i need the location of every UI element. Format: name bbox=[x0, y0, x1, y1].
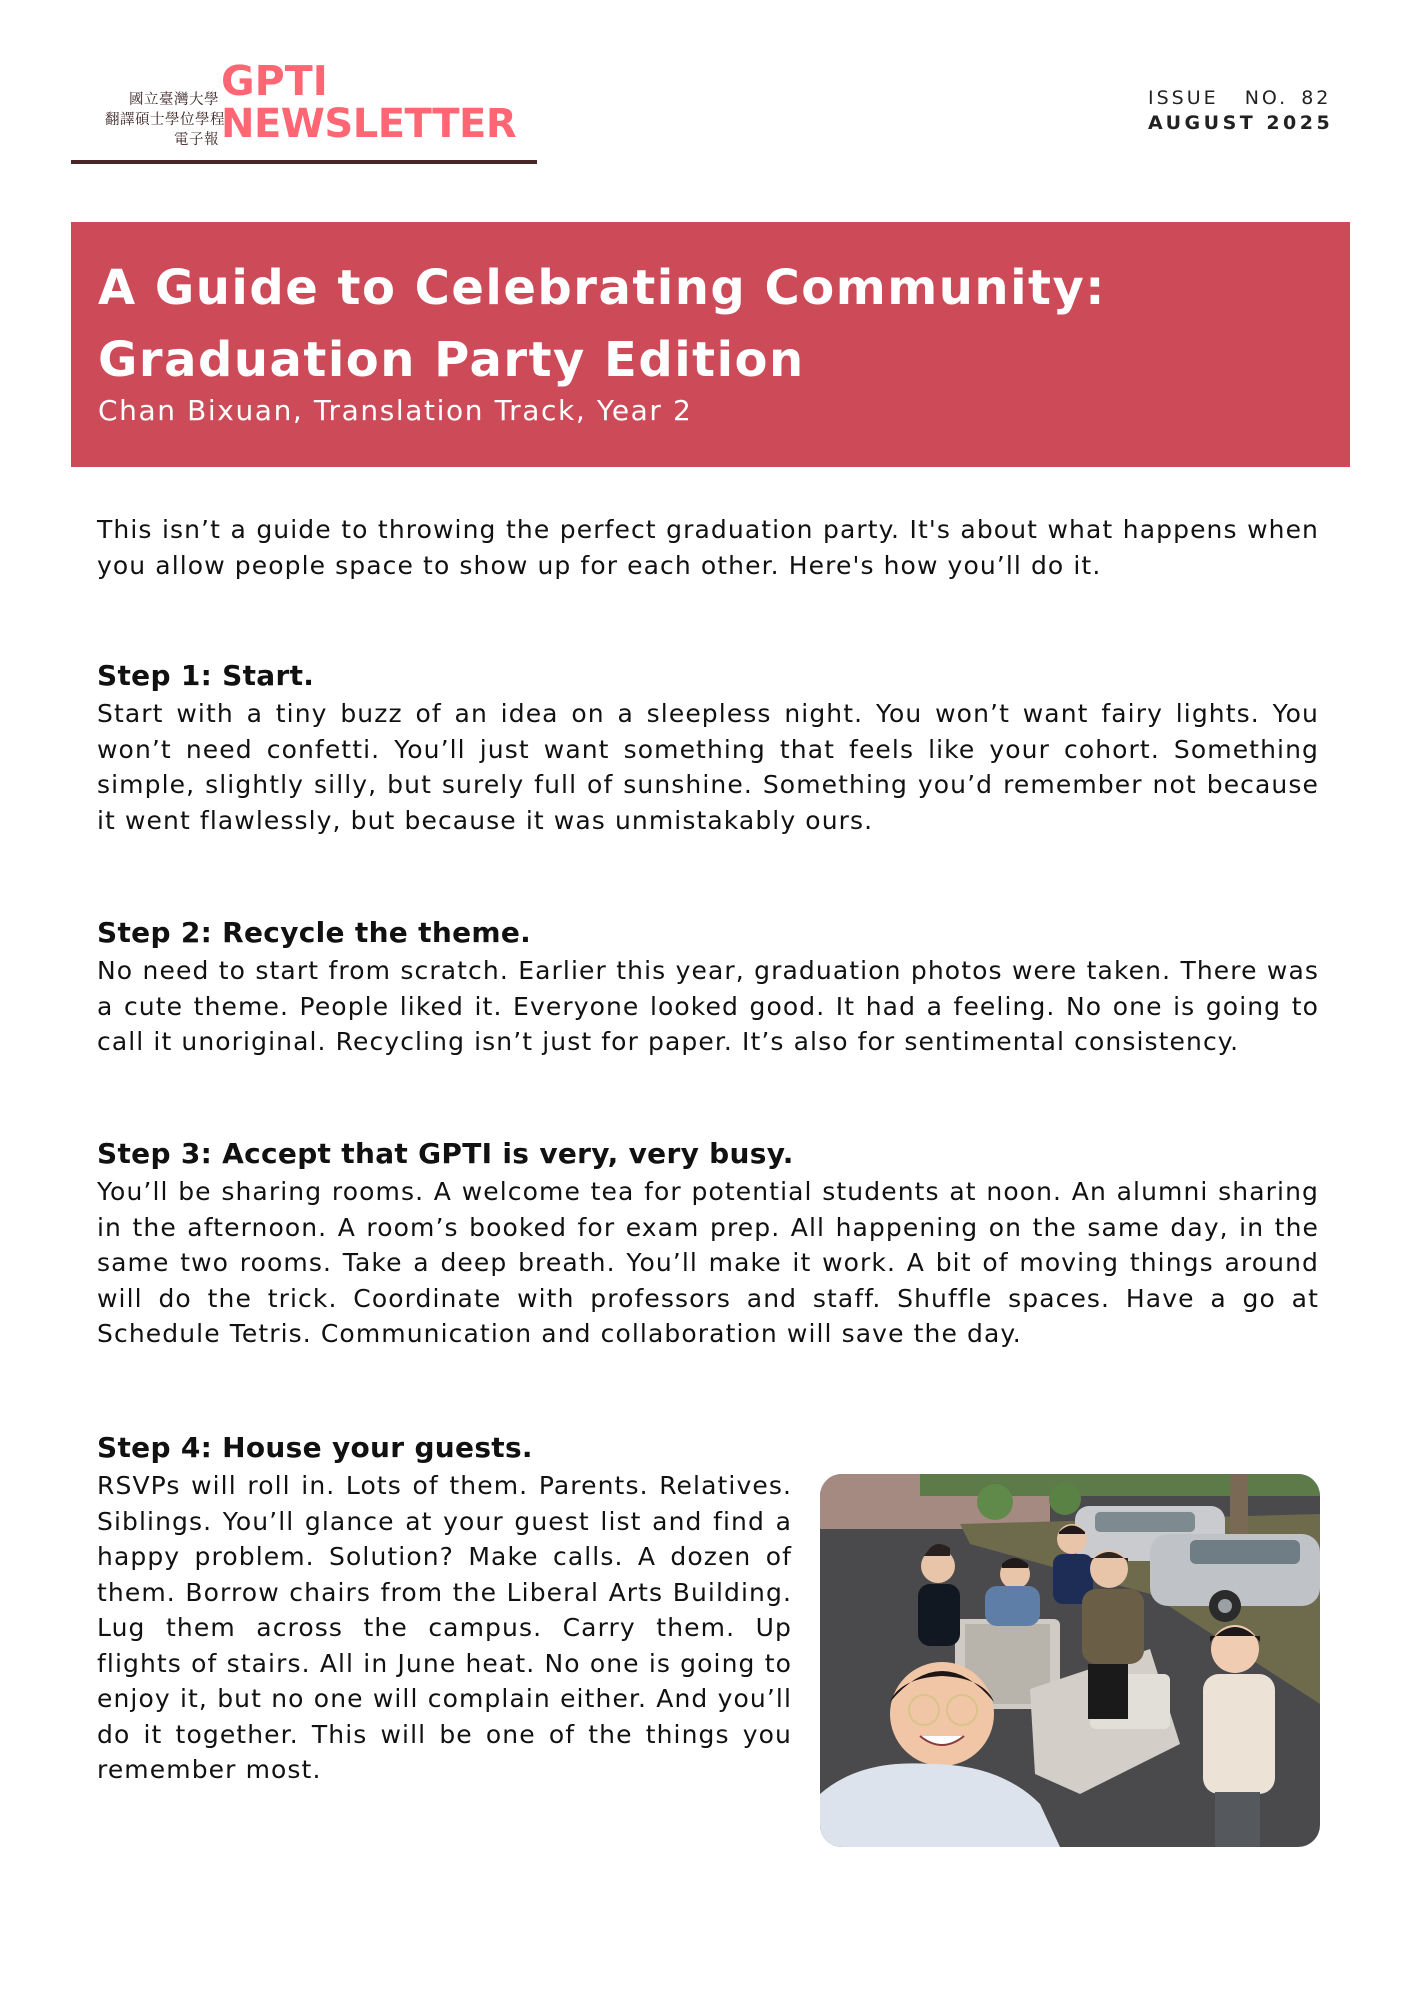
group-selfie-photo bbox=[820, 1474, 1320, 1847]
step-text: RSVPs will roll in. Lots of them. Parents. Relatives. Siblings. You’ll glance at your guest list and find a happy problem. Solution? Make calls. A dozen of them. Borrow chairs from the Liberal Arts Building. Lug them across the campus. Carry them. Up flights of stairs. All in June heat. No one is going to enjoy it, but no one will complain either. And you’ll do it together. This will be one of the things you remember most. bbox=[97, 1471, 792, 1784]
masthead-rule bbox=[71, 160, 537, 164]
step-text: No need to start from scratch. Earlier this year, graduation photos were taken. There was a cute theme. People liked it. Everyone looked good. It had a feeling. No one is going to call it unoriginal. Recycling isn’t just for paper. It’s also for sentimental consistency. bbox=[97, 956, 1319, 1056]
org-line: 電子報 bbox=[174, 132, 219, 148]
step-section bbox=[97, 915, 1319, 1060]
logo-line-gpti: GPTI bbox=[221, 57, 328, 105]
article-title-line: A Guide to Celebrating Community: bbox=[98, 260, 1106, 316]
photo-illustration bbox=[820, 1474, 1320, 1847]
masthead-org-name bbox=[105, 90, 225, 150]
step-heading: Step 4: House your guests. bbox=[97, 1431, 533, 1464]
step-text: Start with a tiny buzz of an idea on a sleepless night. You won’t want fairy lights. You won’t need confetti. You’ll just want something that feels like your cohort. Something simple, slightly silly, but surely full of sunshine. Something you’d remember not because it went flawlessly, but because it was unmistakably ours. bbox=[97, 699, 1319, 835]
newsletter-logo bbox=[221, 57, 517, 147]
step-heading: Step 3: Accept that GPTI is very, very busy. bbox=[97, 1137, 794, 1170]
article-byline: Chan Bixuan, Translation Track, Year 2 bbox=[98, 394, 693, 427]
step-text: You’ll be sharing rooms. A welcome tea for potential students at noon. An alumni sharing in the afternoon. A room’s booked for exam prep. All happening on the same day, in the same two rooms. Take a deep breath. You’ll make it work. A bit of moving things around will do the trick. Coordinate with professors and staff. Shuffle spaces. Have a go at Schedule Tetris. Communication and collaboration will save the day. bbox=[97, 1177, 1319, 1348]
org-line: 翻譯碩士學位學程 bbox=[105, 112, 225, 128]
article-banner bbox=[71, 222, 1350, 467]
step-heading: Step 1: Start. bbox=[97, 659, 315, 692]
org-line: 國立臺灣大學 bbox=[129, 92, 219, 108]
article-intro: This isn’t a guide to throwing the perfect graduation party. It's about what happens when you allow people space to show up for each other. Here's how you’ll do it. bbox=[97, 515, 1319, 580]
article-title bbox=[98, 252, 1328, 396]
issue-number: ISSUE NO. 82 bbox=[1148, 87, 1332, 109]
issue-date: AUGUST 2025 bbox=[1148, 112, 1334, 134]
logo-line-newsletter: NEWSLETTER bbox=[221, 101, 517, 147]
article-title-line: Graduation Party Edition bbox=[98, 332, 805, 388]
step-section bbox=[97, 658, 1319, 838]
issue-info bbox=[1148, 86, 1348, 136]
step-section bbox=[97, 1136, 1319, 1352]
step-heading: Step 2: Recycle the theme. bbox=[97, 916, 532, 949]
masthead bbox=[71, 57, 541, 166]
